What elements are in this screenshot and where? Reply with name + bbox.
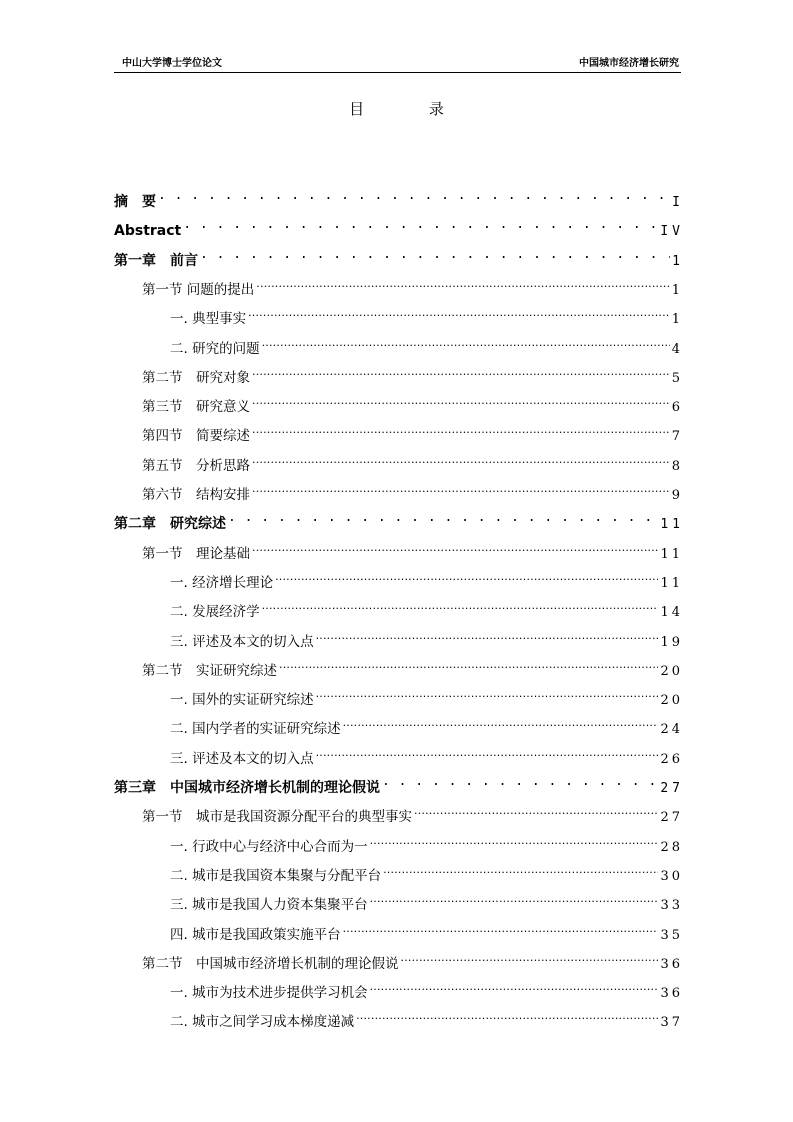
toc-dot-leader bbox=[370, 977, 659, 997]
toc-entry-sub[interactable] bbox=[170, 596, 683, 621]
toc-dot-leader bbox=[200, 245, 670, 265]
toc-entry-label: 二. 发展经济学 bbox=[170, 604, 260, 621]
toc-entry-section[interactable] bbox=[142, 655, 683, 679]
toc-entry-label: 第五节 分析思路 bbox=[142, 457, 250, 474]
toc-entry-page-number: I bbox=[672, 195, 684, 210]
toc-entry-page-number: 5 bbox=[671, 370, 683, 386]
toc-entry-label: 第三节 研究意义 bbox=[142, 399, 250, 416]
toc-entry-section[interactable] bbox=[142, 479, 683, 503]
toc-dot-leader bbox=[252, 538, 658, 558]
toc-entry-sub[interactable] bbox=[170, 684, 683, 709]
toc-dot-leader bbox=[252, 362, 670, 382]
toc-entry-page-number: 7 bbox=[671, 429, 683, 445]
toc-entry-chapter[interactable] bbox=[114, 772, 684, 796]
toc-entry-label: 第二节 实证研究综述 bbox=[142, 662, 277, 679]
toc-dot-leader bbox=[252, 479, 670, 499]
toc-entry-page-number: 33 bbox=[660, 898, 683, 914]
toc-dot-leader bbox=[316, 626, 659, 646]
toc-entry-page-number: 28 bbox=[660, 839, 683, 855]
toc-entry-label: 第二章 研究综述 bbox=[114, 516, 226, 533]
toc-entry-chapter[interactable] bbox=[114, 245, 684, 269]
toc-entry-sub[interactable] bbox=[170, 977, 683, 1002]
toc-entry-label: 第六节 结构安排 bbox=[142, 487, 250, 503]
toc-dot-leader bbox=[370, 831, 659, 851]
toc-entry-page-number: 11 bbox=[660, 517, 684, 533]
toc-entry-section[interactable] bbox=[142, 450, 683, 474]
toc-dot-leader bbox=[252, 420, 670, 440]
toc-entry-label: 第一节 理论基础 bbox=[142, 545, 250, 562]
header-thesis-title: 中国城市经济增长研究 bbox=[579, 58, 679, 69]
toc-entry-chapter[interactable] bbox=[114, 215, 684, 240]
toc-entry-page-number: 20 bbox=[660, 693, 683, 709]
toc-entry-label: Abstract bbox=[114, 223, 182, 240]
toc-dot-leader bbox=[262, 333, 670, 353]
toc-entry-sub[interactable] bbox=[170, 831, 683, 855]
toc-entry-chapter[interactable] bbox=[114, 186, 684, 210]
toc-entry-sub[interactable] bbox=[170, 333, 683, 357]
toc-dot-leader bbox=[316, 684, 659, 704]
toc-entry-sub[interactable] bbox=[170, 919, 683, 943]
toc-entry-page-number: 37 bbox=[660, 1015, 683, 1031]
toc-dot-leader bbox=[252, 450, 670, 470]
toc-entry-sub[interactable] bbox=[170, 713, 683, 738]
toc-entry-label: 第三章 中国城市经济增长机制的理论假说 bbox=[114, 780, 380, 796]
toc-entry-sub[interactable] bbox=[170, 567, 683, 591]
toc-entry-label: 二. 城市是我国资本集聚与分配平台 bbox=[170, 867, 382, 884]
toc-dot-leader bbox=[256, 274, 669, 294]
toc-dot-leader bbox=[228, 508, 658, 528]
toc-dot-leader bbox=[275, 567, 658, 587]
toc-entry-section[interactable] bbox=[142, 538, 683, 562]
toc-entry-page-number: 36 bbox=[660, 956, 683, 972]
toc-entry-label: 二. 城市之间学习成本梯度递减 bbox=[170, 1014, 355, 1031]
toc-dot-leader bbox=[401, 948, 659, 968]
toc-dot-leader bbox=[370, 889, 659, 909]
toc-entry-page-number: 9 bbox=[671, 488, 683, 503]
toc-dot-leader bbox=[183, 215, 658, 235]
toc-entry-label: 一. 经济增长理论 bbox=[170, 574, 274, 591]
toc-dot-leader bbox=[383, 860, 658, 880]
toc-entry-label: 一. 城市为技术进步提供学习机会 bbox=[170, 985, 368, 1002]
toc-entry-label: 第二节 中国城市经济增长机制的理论假说 bbox=[142, 955, 399, 972]
toc-entry-section[interactable] bbox=[142, 801, 683, 826]
toc-entry-page-number: 8 bbox=[671, 458, 683, 474]
toc-entry-sub[interactable] bbox=[170, 889, 683, 914]
toc-title: 目 录 bbox=[349, 100, 474, 118]
toc-entry-page-number: 20 bbox=[660, 663, 683, 679]
toc-entry-label: 一. 行政中心与经济中心合而为一 bbox=[170, 838, 368, 855]
toc-entry-label: 第一节 城市是我国资源分配平台的典型事实 bbox=[142, 809, 412, 826]
toc-entry-page-number: IV bbox=[660, 224, 684, 240]
toc-entry-page-number: 36 bbox=[660, 986, 683, 1002]
toc-entry-label: 第一章 前言 bbox=[114, 252, 198, 269]
toc-dot-leader bbox=[252, 391, 670, 411]
toc-entry-page-number: 27 bbox=[660, 781, 684, 796]
toc-dot-leader bbox=[356, 1006, 658, 1026]
toc-entry-page-number: 30 bbox=[660, 868, 683, 884]
toc-entry-label: 三. 评述及本文的切入点 bbox=[170, 633, 314, 650]
toc-entry-page-number: 11 bbox=[660, 575, 683, 591]
toc-entry-sub[interactable] bbox=[170, 743, 683, 767]
toc-dot-leader bbox=[316, 743, 659, 763]
toc-entry-page-number: 1 bbox=[672, 253, 684, 269]
toc-entry-page-number: 24 bbox=[660, 722, 683, 738]
toc-entry-page-number: 26 bbox=[660, 751, 683, 767]
toc-dot-leader bbox=[248, 303, 670, 323]
toc-entry-label: 四. 城市是我国政策实施平台 bbox=[170, 926, 341, 943]
toc-entry-page-number: 1 bbox=[671, 282, 683, 298]
toc-dot-leader bbox=[262, 596, 659, 616]
toc-entry-label: 二. 研究的问题 bbox=[170, 340, 260, 357]
toc-entry-page-number: 1 bbox=[671, 312, 683, 328]
toc-entry-section[interactable] bbox=[142, 420, 683, 445]
toc-entry-section[interactable] bbox=[142, 274, 683, 298]
toc-entry-chapter[interactable] bbox=[114, 508, 684, 533]
toc-entry-label: 一. 典型事实 bbox=[170, 311, 247, 328]
toc-entry-section[interactable] bbox=[142, 391, 683, 416]
toc-entry-sub[interactable] bbox=[170, 860, 683, 884]
toc-entry-label: 摘 要 bbox=[114, 194, 156, 210]
toc-entry-label: 第二节 研究对象 bbox=[142, 369, 250, 386]
toc-dot-leader bbox=[343, 919, 659, 939]
toc-entry-page-number: 11 bbox=[660, 546, 683, 562]
toc-entry-sub[interactable] bbox=[170, 1006, 683, 1031]
toc-entry-page-number: 19 bbox=[660, 634, 683, 650]
toc-entry-label: 第一节 问题的提出 bbox=[142, 281, 255, 298]
toc-dot-leader bbox=[158, 186, 670, 206]
toc-entry-section[interactable] bbox=[142, 362, 683, 386]
toc-dot-leader bbox=[382, 772, 658, 792]
toc-entry-label: 二. 国内学者的实证研究综述 bbox=[170, 721, 341, 738]
toc-dot-leader bbox=[279, 655, 658, 675]
header-thesis-name: 中山大学博士学位论文 bbox=[122, 58, 222, 69]
toc-dot-leader bbox=[343, 713, 659, 733]
toc-entry-page-number: 6 bbox=[671, 400, 683, 416]
toc-entry-label: 第四节 简要综述 bbox=[142, 428, 250, 445]
toc-entry-section[interactable] bbox=[142, 948, 683, 972]
toc-entry-page-number: 4 bbox=[671, 341, 683, 357]
toc-entry-page-number: 14 bbox=[660, 605, 683, 621]
toc-entry-sub[interactable] bbox=[170, 303, 683, 328]
toc-dot-leader bbox=[414, 801, 658, 821]
toc-entry-page-number: 35 bbox=[660, 927, 683, 943]
toc-entry-label: 三. 城市是我国人力资本集聚平台 bbox=[170, 897, 368, 914]
toc-entry-page-number: 27 bbox=[660, 810, 683, 826]
toc-entry-label: 三. 评述及本文的切入点 bbox=[170, 750, 314, 767]
toc-entry-label: 一. 国外的实证研究综述 bbox=[170, 692, 314, 709]
toc-entry-sub[interactable] bbox=[170, 626, 683, 650]
